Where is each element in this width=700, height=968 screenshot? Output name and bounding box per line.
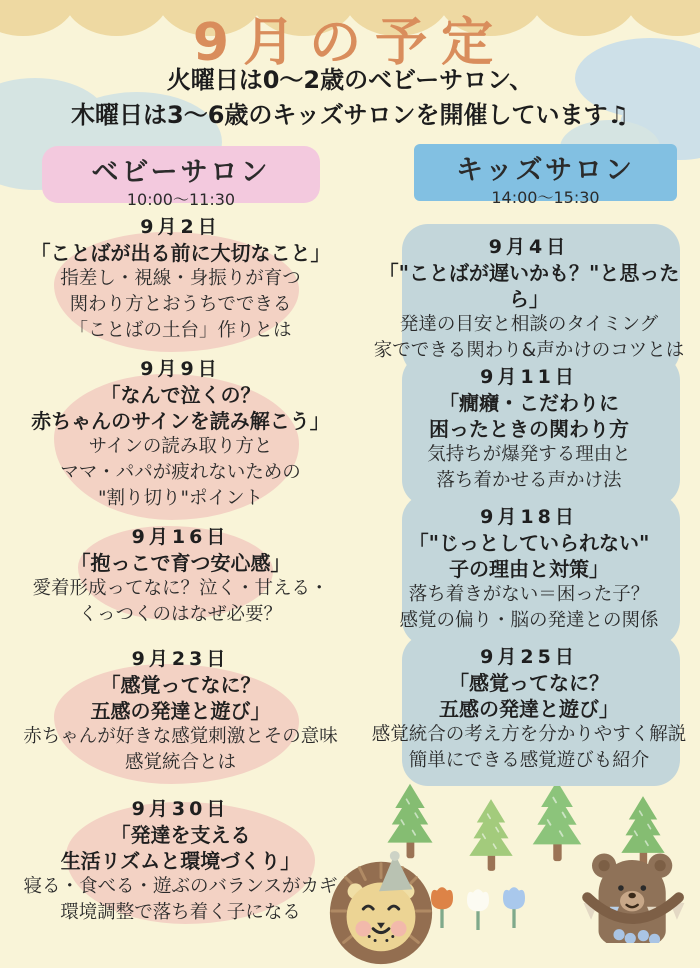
event-title-line: 赤ちゃんのサインを読み解こう」 <box>31 409 330 433</box>
event-title-line: 子の理由と対策」 <box>449 557 609 581</box>
event-title-line: 「感覚ってなに？ <box>100 673 261 697</box>
event-date: 9月16日 <box>131 526 230 548</box>
baby-salon-column <box>8 0 353 921</box>
event-card <box>8 524 353 628</box>
event-title-line: 「"じっとしていられない" <box>408 531 650 555</box>
kids-salon-label: キッズサロン <box>456 155 635 186</box>
event-date: 9月30日 <box>131 798 230 820</box>
event-text <box>8 796 353 926</box>
event-text <box>8 646 353 776</box>
event-body-line: 環境調整で落ち着く子になる <box>60 902 301 923</box>
event-text <box>368 234 690 364</box>
event-text <box>8 356 353 512</box>
event-title-line: 困ったときの関わり方 <box>429 417 629 441</box>
event-title-line: 生活リズムと環境づくり」 <box>60 849 301 873</box>
event-date: 9月4日 <box>488 236 570 258</box>
event-card <box>8 646 353 776</box>
event-text <box>8 524 353 628</box>
event-card <box>368 644 690 774</box>
event-body-line: 気持ちが爆発する理由と <box>427 444 631 465</box>
event-date: 9月9日 <box>140 358 221 380</box>
event-body-line: ママ・パパが疲れないための <box>60 462 301 483</box>
baby-salon-time: 10:00〜11:30 <box>126 190 236 209</box>
event-body-line: 寝る・食べる・遊ぶのバランスがカギ <box>23 876 338 897</box>
event-title-line: 「感覚ってなに？ <box>449 671 609 695</box>
event-body-line: 家でできる関わり&声かけのコツとは <box>373 340 685 361</box>
event-title-line: 「"ことばが遅いかも？"と思ったら」 <box>378 261 680 311</box>
event-card <box>368 234 690 364</box>
event-date: 9月18日 <box>480 506 578 528</box>
event-body-line: 簡単にできる感覚遊びも紹介 <box>408 750 650 771</box>
page-title: 9月の予定 <box>192 13 508 73</box>
event-body-line: 落ち着きがない＝困った子？ <box>408 584 650 605</box>
event-title-line: 「癇癪・こだわりに <box>439 391 619 415</box>
event-body-line: サインの読み取り方と <box>88 436 273 457</box>
event-body-line: 感覚統合とは <box>124 752 236 773</box>
event-date: 9月23日 <box>131 648 230 670</box>
event-title-line: 「ことばが出る前に大切なこと」 <box>30 241 331 265</box>
event-title-line: 「なんで泣くの？ <box>100 383 261 407</box>
event-text <box>368 364 690 494</box>
event-title-line: 五感の発達と遊び」 <box>439 697 619 721</box>
event-title-line: 「発達を支える <box>110 823 251 847</box>
event-card <box>8 356 353 512</box>
event-body-line: くっつくのはなぜ必要？ <box>78 604 283 625</box>
subtitle-line-1: 火曜日は0〜2歳のベビーサロン、 <box>166 66 534 94</box>
event-body-line: 落ち着かせる声かけ法 <box>436 470 622 491</box>
event-title-line: 「抱っこで育つ安心感」 <box>70 551 291 575</box>
event-body-line: 愛着形成ってなに？泣く・甘える・ <box>32 578 329 599</box>
event-body-line: 関わり方とおうちでできる <box>69 294 292 315</box>
event-body-line: 赤ちゃんが好きな感覚刺激とその意味 <box>23 726 338 747</box>
subtitle-line-2: 木曜日は3〜6歳のキッズサロンを開催しています♫ <box>71 101 629 129</box>
event-text <box>8 214 353 344</box>
event-card <box>8 214 353 344</box>
event-body-line: "割り切り"ポイント <box>97 488 264 509</box>
event-body-line: 感覚統合の考え方を分かりやすく解説 <box>371 724 687 745</box>
event-title-line: 五感の発達と遊び」 <box>90 699 271 723</box>
kids-salon-column <box>368 0 690 921</box>
event-body-line: 「ことばの土台」作りとは <box>69 320 292 341</box>
event-text <box>368 504 690 634</box>
kids-salon-time: 14:00〜15:30 <box>491 188 600 207</box>
event-body-line: 感覚の偏り・脳の発達との関係 <box>399 610 659 631</box>
event-body-line: 発達の目安と相談のタイミング <box>399 314 659 335</box>
event-date: 9月11日 <box>480 366 578 388</box>
event-card <box>368 504 690 634</box>
event-date: 9月25日 <box>480 646 578 668</box>
event-date: 9月2日 <box>140 216 221 238</box>
event-text <box>368 644 690 774</box>
event-card <box>8 796 353 926</box>
event-body-line: 指差し・視線・身振りが育つ <box>60 268 301 289</box>
event-card <box>368 364 690 494</box>
baby-salon-label: ベビーサロン <box>91 157 271 188</box>
